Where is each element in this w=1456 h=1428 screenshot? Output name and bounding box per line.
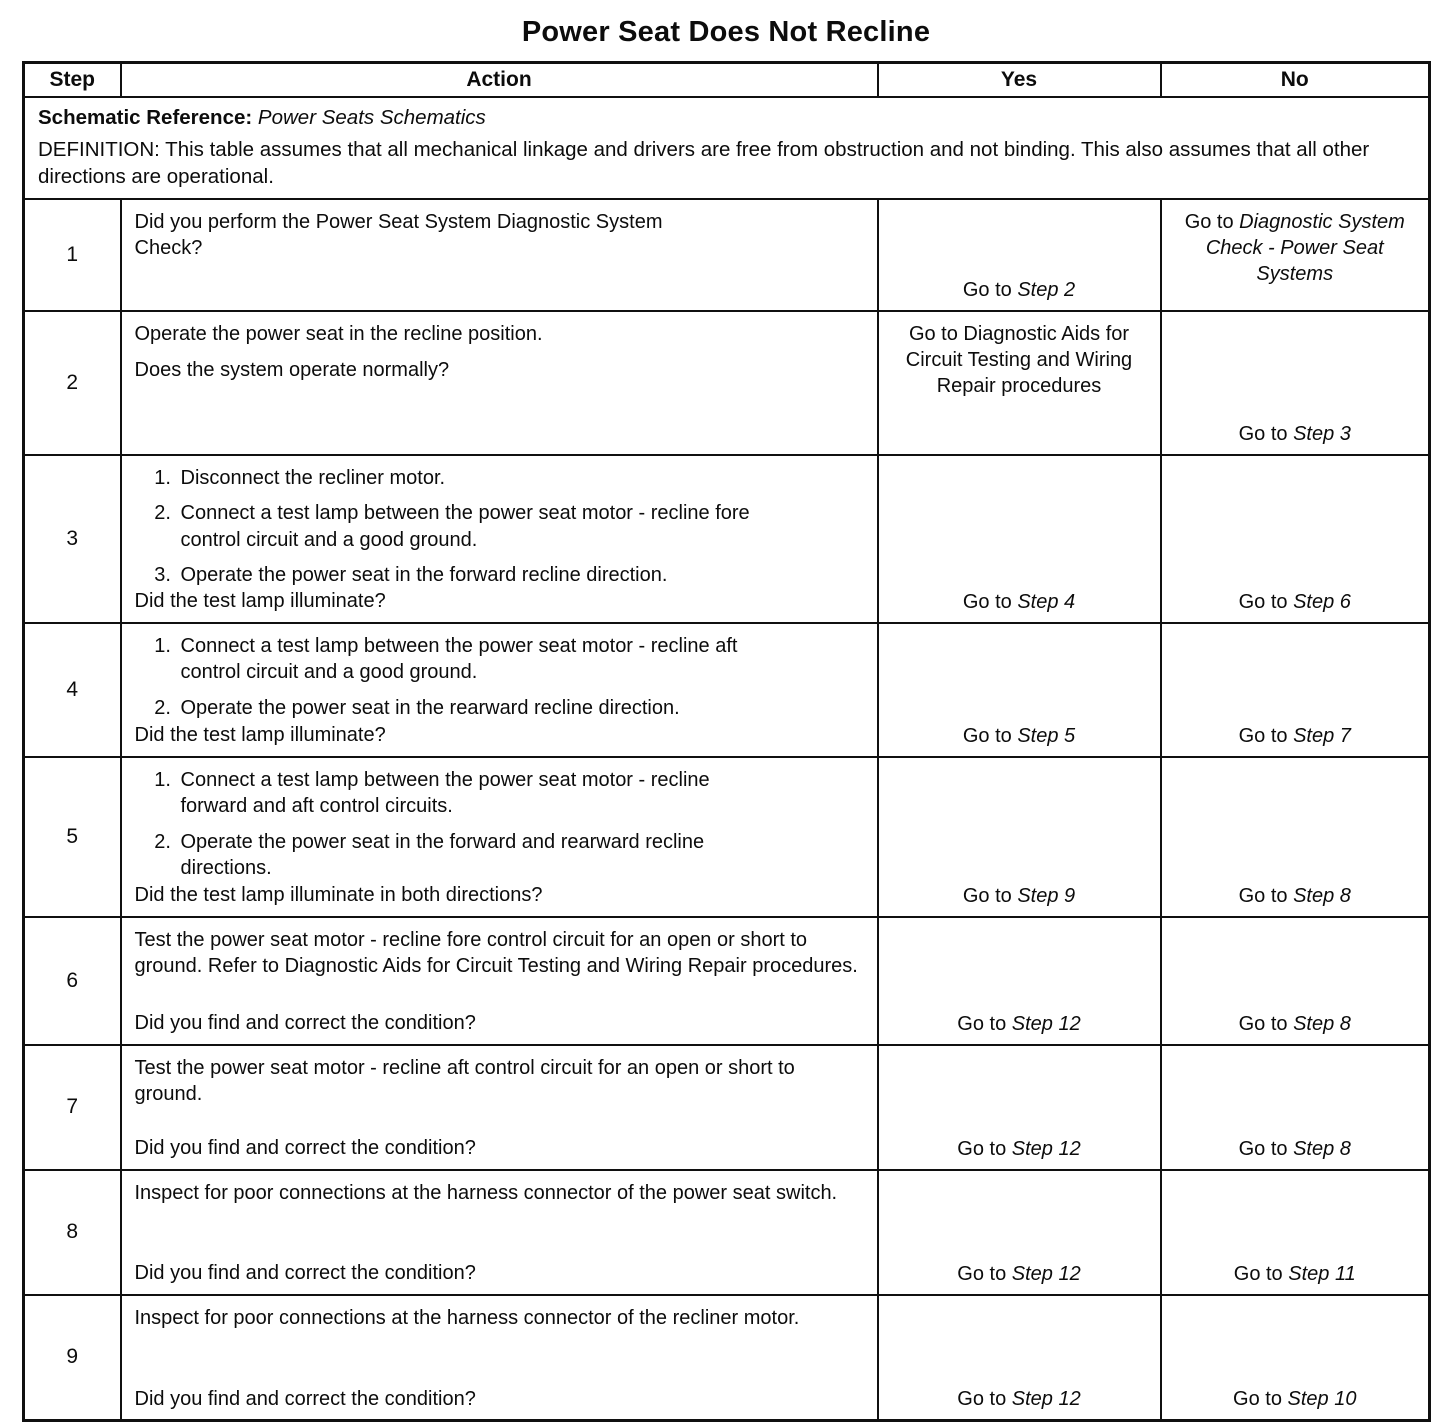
goto-target: Step 10 [1287,1388,1357,1411]
table-row-step-2 [24,311,1430,455]
column-header-no: No [1161,63,1430,97]
yes-cell [878,1295,1161,1421]
goto-target: Step 4 [1017,590,1076,613]
column-header-action: Action [121,63,878,97]
action-paragraph: Inspect for poor connections at the harness connector of the recliner motor. [134,1306,800,1329]
goto-text [883,1136,1156,1162]
definition-text: DEFINITION: This table assumes that all mechanical linkage and drivers are free from obstruction and not binding. This also assumes that all other directions are operational. [38,137,1370,188]
no-cell [1161,1045,1430,1170]
action-paragraph: Test the power seat motor - recline aft control circuit for an open or short to ground. [134,1056,795,1106]
action-list [135,633,780,722]
goto-target: Step 9 [1017,884,1076,907]
goto-prefix: Go to [1238,1012,1294,1035]
action-question: Did you find and correct the condition? [134,1012,476,1034]
step-number: 2 [24,311,121,455]
goto-target: Step 12 [1011,1388,1081,1411]
goto-text [1166,421,1425,447]
goto-target: Step 12 [1011,1012,1081,1035]
action-list [135,767,780,882]
goto-prefix: Go to [962,278,1018,301]
action-question: Did you find and correct the condition? [134,1387,476,1410]
action-paragraph: Does the system operate normally? [134,359,450,382]
yes-cell [878,1045,1161,1170]
no-cell [1161,1295,1430,1421]
action-cell [121,311,878,455]
action-list [135,465,780,589]
action-cell [121,1045,878,1170]
action-cell [121,199,878,311]
goto-text [1166,723,1425,749]
goto-prefix: Go to [1238,590,1294,613]
action-paragraph: Did you perform the Power Seat System Diagnostic System Check? [134,210,663,260]
action-item: 1. Disconnect the recliner motor. [177,465,780,492]
action-item: 2. Operate the power seat in the rearward recline direction. [177,695,780,722]
yes-cell [878,311,1161,455]
action-cell [121,1295,878,1421]
table-row-step-7 [24,1045,1430,1170]
schematic-reference-line [38,106,1418,130]
goto-text [1166,1386,1425,1412]
goto-target: Step 2 [1017,278,1076,301]
no-cell [1161,1170,1430,1295]
goto-prefix: Go to [957,1137,1012,1160]
action-question: Did the test lamp illuminate? [134,724,386,746]
yes-cell [878,757,1161,917]
no-cell [1161,757,1430,917]
step-number: 4 [24,623,121,757]
step-number: 8 [24,1170,121,1295]
schematic-definition-cell [24,97,1430,199]
table-row-step-1 [24,199,1430,311]
action-item: 1. Connect a test lamp between the power seat motor - recline forward and aft control circuits. [177,767,780,820]
step-number: 6 [24,917,121,1045]
action-cell [121,1170,878,1295]
action-item: 2. Operate the power seat in the forward and rearward recline directions. [177,829,780,882]
goto-text [883,277,1156,303]
goto-target: Step 7 [1293,724,1351,747]
table-row-step-6 [24,917,1430,1045]
goto-prefix: Go to [962,884,1018,907]
goto-target: Step 12 [1011,1262,1081,1285]
goto-text [1166,1136,1425,1162]
action-item: 1. Connect a test lamp between the power seat motor - recline aft control circuit and a good ground. [177,633,780,686]
goto-prefix: Go to [1233,1262,1289,1285]
goto-text [883,883,1156,909]
goto-target: Step 3 [1293,422,1351,445]
goto-prefix: Go to [957,1388,1012,1411]
step-number: 9 [24,1295,121,1421]
goto-text [883,1261,1156,1287]
yes-cell [878,1170,1161,1295]
step-number: 5 [24,757,121,917]
action-question: Did the test lamp illuminate in both directions? [134,884,543,906]
goto-text [883,1386,1156,1412]
action-paragraph: Inspect for poor connections at the harness connector of the power seat switch. [134,1181,838,1204]
goto-text [883,1011,1156,1037]
goto-prefix: Go to [1238,422,1294,445]
action-question: Did you find and correct the condition? [134,1262,476,1284]
diagnostic-table [22,61,1431,1422]
table-row-step-4 [24,623,1430,757]
goto-prefix: Go to [1238,884,1294,907]
goto-prefix: Go to [1238,724,1294,747]
goto-prefix: Go to Diagnostic Aids for Circuit Testing and Wiring Repair procedures [905,322,1133,397]
yes-cell [878,917,1161,1045]
action-paragraph: Test the power seat motor - recline fore control circuit for an open or short to ground. Refer to Diagnostic Aids for Circuit Testing and Wiring Repair procedures. [134,928,858,978]
action-item: 3. Operate the power seat in the forward recline direction. [177,562,780,589]
goto-text [883,723,1156,749]
no-cell [1161,917,1430,1045]
no-cell [1161,199,1430,311]
goto-text [1166,1011,1425,1037]
no-cell [1161,623,1430,757]
step-number: 3 [24,455,121,623]
goto-target: Step 12 [1011,1137,1081,1160]
goto-text [1166,589,1425,615]
yes-cell [878,199,1161,311]
table-row-step-9 [24,1295,1430,1421]
goto-target: Step 8 [1293,884,1351,907]
table-row-step-5 [24,757,1430,917]
action-question: Did you find and correct the condition? [134,1137,476,1159]
goto-prefix: Go to [957,1262,1012,1285]
no-cell [1161,311,1430,455]
goto-target: Step 8 [1293,1012,1351,1035]
step-number: 7 [24,1045,121,1170]
goto-prefix: Go to [962,724,1018,747]
goto-target: Step 11 [1288,1262,1356,1285]
goto-prefix: Go to [962,590,1018,613]
action-question: Did the test lamp illuminate? [134,590,386,612]
goto-prefix: Go to [1184,210,1240,233]
no-cell [1161,455,1430,623]
goto-target: Step 5 [1017,724,1076,747]
action-cell [121,757,878,917]
yes-cell [878,455,1161,623]
goto-prefix: Go to [1238,1137,1294,1160]
goto-target: Step 6 [1293,590,1351,613]
goto-text [1170,209,1421,287]
goto-text [1166,1261,1425,1287]
goto-target: Diagnostic System Check - Power Seat Systems [1205,210,1405,285]
step-number: 1 [24,199,121,311]
action-cell [121,455,878,623]
table-row-step-8 [24,1170,1430,1295]
column-header-step: Step [24,63,121,97]
goto-text [1166,883,1425,909]
column-header-yes: Yes [878,63,1161,97]
page-title: Power Seat Does Not Recline [521,16,931,48]
schematic-reference-label: Schematic Reference: [38,105,253,129]
schematic-reference-value: Power Seats Schematics [257,105,486,129]
action-item: 2. Connect a test lamp between the power seat motor - recline fore control circuit and a good ground. [177,500,780,553]
table-header-row [24,63,1430,97]
table-row-step-3 [24,455,1430,623]
goto-text [887,321,1152,399]
goto-text [883,589,1156,615]
schematic-definition-row [24,97,1430,199]
goto-prefix: Go to [957,1012,1012,1035]
goto-prefix: Go to [1233,1388,1288,1411]
action-cell [121,623,878,757]
yes-cell [878,623,1161,757]
action-paragraph: Operate the power seat in the recline position. [134,322,543,345]
goto-target: Step 8 [1293,1137,1351,1160]
action-cell [121,917,878,1045]
